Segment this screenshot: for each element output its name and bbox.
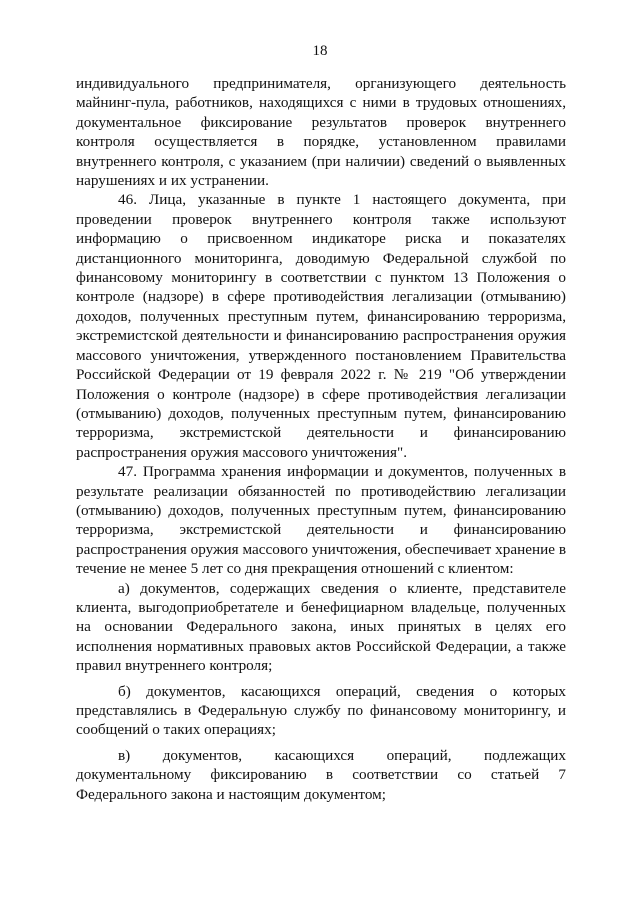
paragraph-item-47-b: б) документов, касающихся операций, сведения о которых представлялись в Федеральную службу по финансовому мониторингу, и сообщений о таких операциях; <box>76 682 566 739</box>
paragraph-item-47-c: в) документов, касающихся операций, подлежащих документальному фиксированию в соответствии со статьей 7 Федерального закона и настоящим документом; <box>76 746 566 803</box>
paragraph-item-47: 47. Программа хранения информации и документов, полученных в результате реализации обязанностей по противодействию легализации (отмыванию) доходов, полученных преступным путем, финансированию терроризма, экстремистской деятельности и финансированию распространения оружия массового уничтожения, обеспечивает хранение в течение не менее 5 лет со дня прекращения отношений с клиентом: <box>76 463 566 578</box>
paragraph-continuation: индивидуального предпринимателя, организующего деятельность майнинг-пула, работников, находящихся с ними в трудовых отношениях, документальное фиксирование результатов проверок внутреннего контроля осуществляется в порядке, установленном правилами внутреннего контроля, с указанием (при наличии) сведений о выявленных нарушениях и их устранении. <box>76 75 566 190</box>
document-body <box>76 74 566 804</box>
paragraph-item-46: 46. Лица, указанные в пункте 1 настоящего документа, при проведении проверок внутреннего контроля также используют информацию о присвоенном индикаторе риска и показателях дистанционного мониторинга, доводимую Федеральной службой по финансовому мониторингу в соответствии с пунктом 13 Положения о контроле (надзоре) в сфере противодействия легализации (отмыванию) доходов, полученных преступным путем, финансированию терроризма, экстремистской деятельности и финансированию распространения оружия массового уничтожения, утвержденного постановлением Правительства Российской Федерации от 19 февраля 2022 г. № 219 "Об утверждении Положения о контроле (надзоре) в сфере противодействия легализации (отмыванию) доходов, полученных преступным путем, финансированию терроризма, экстремистской деятельности и финансированию распространения оружия массового уничтожения". <box>76 191 566 461</box>
page-number: 18 <box>312 43 328 59</box>
paragraph-item-47-a: а) документов, содержащих сведения о клиенте, представителе клиента, выгодоприобретателе и бенефициарном владельце, полученных на основании Федерального закона, иных принятых в целях его исполнения нормативных правовых актов Российской Федерации, а также правил внутреннего контроля; <box>76 579 566 675</box>
